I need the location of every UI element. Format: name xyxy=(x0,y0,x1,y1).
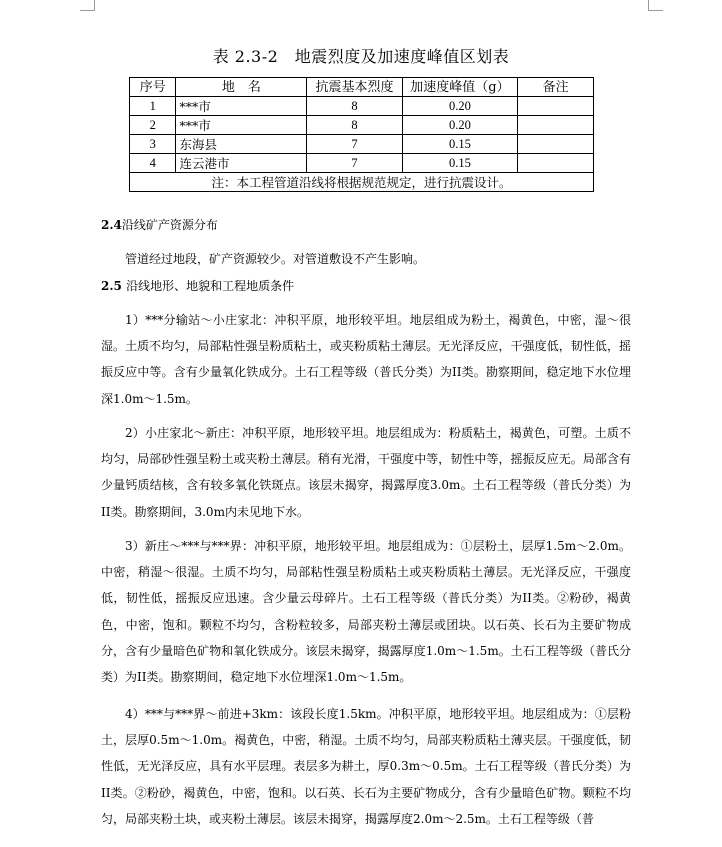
row-peak-acceleration: 0.20 xyxy=(402,116,517,135)
row-place-name: ***市 xyxy=(176,116,307,135)
row-remarks xyxy=(518,116,594,135)
header-remarks: 备注 xyxy=(518,78,594,97)
page-corner-mark-left xyxy=(80,0,95,11)
table-note: 注：本工程管道沿线将根据规范规定，进行抗震设计。 xyxy=(130,173,594,192)
row-peak-acceleration: 0.15 xyxy=(402,154,517,173)
paragraph-mineral-resources: 管道经过地段，矿产资源较少。对管道敷设不产生影响。 xyxy=(125,252,426,266)
paragraph-segment-1: 1）***分输站～小庄家北：冲积平原，地形较平坦。地层组成为粉土，褐黄色，中密，湿～很湿。土质不均匀，局部粘性强呈粉质粘土，或夹粉质粘土薄层。无光泽反应，干强度低，韧性低，摇振反应中等。含有少量氧化铁成分。土石工程等级（普氏分类）为II类。勘察期间，稳定地下水位埋深1.0m～1.5m。 xyxy=(101,313,631,406)
paragraph-segment-4: 4）***与***界～前进+3km：该段长度1.5km。冲积平原，地形较平坦。地层组成为：①层粉土，层厚0.5m～1.0m。褐黄色，中密，稍湿。土质不均匀，局部夹粉质粘土薄夹层。干强度低，韧性低，无光泽反应，具有水平层理。表层多为耕土，厚0.3m～0.5m。土石工程等级（普氏分类）为II类。②粉砂，褐黄色，中密，饱和。以石英、长石为主要矿物成分，含有少量暗色矿物。颗粒不均匀，局部夹粉土块，或夹粉土薄层。该层未揭穿，揭露厚度2.0m～2.5m。土石工程等级（普 xyxy=(101,707,631,826)
header-intensity: 抗震基本烈度 xyxy=(307,78,402,97)
row-intensity: 7 xyxy=(307,154,402,173)
row-place-name: 连云港市 xyxy=(176,154,307,173)
row-number: 2 xyxy=(130,116,176,135)
header-place-name: 地 名 xyxy=(176,78,307,97)
row-remarks xyxy=(518,97,594,116)
section-number: 2.4 xyxy=(101,218,122,232)
table-row xyxy=(130,135,594,154)
section-heading-2-4 xyxy=(101,216,218,233)
row-number: 4 xyxy=(130,154,176,173)
row-remarks xyxy=(518,154,594,173)
row-intensity: 7 xyxy=(307,135,402,154)
table-row xyxy=(130,116,594,135)
section-title: 沿线地形、地貌和工程地质条件 xyxy=(126,279,295,293)
row-peak-acceleration: 0.15 xyxy=(402,135,517,154)
table-note-row xyxy=(130,173,594,192)
header-number: 序号 xyxy=(130,78,176,97)
header-peak-acceleration: 加速度峰值（g） xyxy=(402,78,517,97)
table-header-row xyxy=(130,78,594,97)
seismic-intensity-table xyxy=(129,77,594,192)
row-place-name: 东海县 xyxy=(176,135,307,154)
table-row xyxy=(130,97,594,116)
row-remarks xyxy=(518,135,594,154)
paragraph-segment-2: 2）小庄家北～新庄：冲积平原，地形较平坦。地层组成为：粉质粘土，褐黄色，可塑。土质不均匀，局部砂性强呈粉土或夹粉土薄层。稍有光滑，干强度中等，韧性中等，摇振反应无。局部含有少量钙质结核，含有较多氧化铁斑点。该层未揭穿，揭露厚度3.0m。土石工程等级（普氏分类）为II类。勘察期间，3.0m内未见地下水。 xyxy=(101,426,631,519)
row-number: 3 xyxy=(130,135,176,154)
row-intensity: 8 xyxy=(307,97,402,116)
row-intensity: 8 xyxy=(307,116,402,135)
table-title: 表 2.3-2 地震烈度及加速度峰值区划表 xyxy=(212,47,510,66)
row-place-name: ***市 xyxy=(176,97,307,116)
section-heading-2-5 xyxy=(101,277,294,294)
table-row xyxy=(130,154,594,173)
section-title: 沿线矿产资源分布 xyxy=(121,218,218,232)
section-number: 2.5 xyxy=(101,279,122,293)
row-number: 1 xyxy=(130,97,176,116)
page-corner-mark-right xyxy=(648,0,663,11)
paragraph-segment-3: 3）新庄～***与***界：冲积平原，地形较平坦。地层组成为：①层粉土，层厚1.5m～2.0m。中密，稍湿～很湿。土质不均匀，局部粘性强呈粉质粘土或夹粉质粘土薄层。无光泽反应，干强度低，韧性低，摇振反应迅速。含少量云母碎片。土石工程等级（普氏分类）为II类。②粉砂，褐黄色，中密，饱和。颗粒不均匀，含粉粒较多，局部夹粉土薄层或团块。以石英、长石为主要矿物成分，含有少量暗色矿物和氧化铁成分。该层未揭穿，揭露厚度1.0m～1.5m。土石工程等级（普氏分类）为II类。勘察期间，稳定地下水位埋深1.0m～1.5m。 xyxy=(101,539,631,685)
row-peak-acceleration: 0.20 xyxy=(402,97,517,116)
